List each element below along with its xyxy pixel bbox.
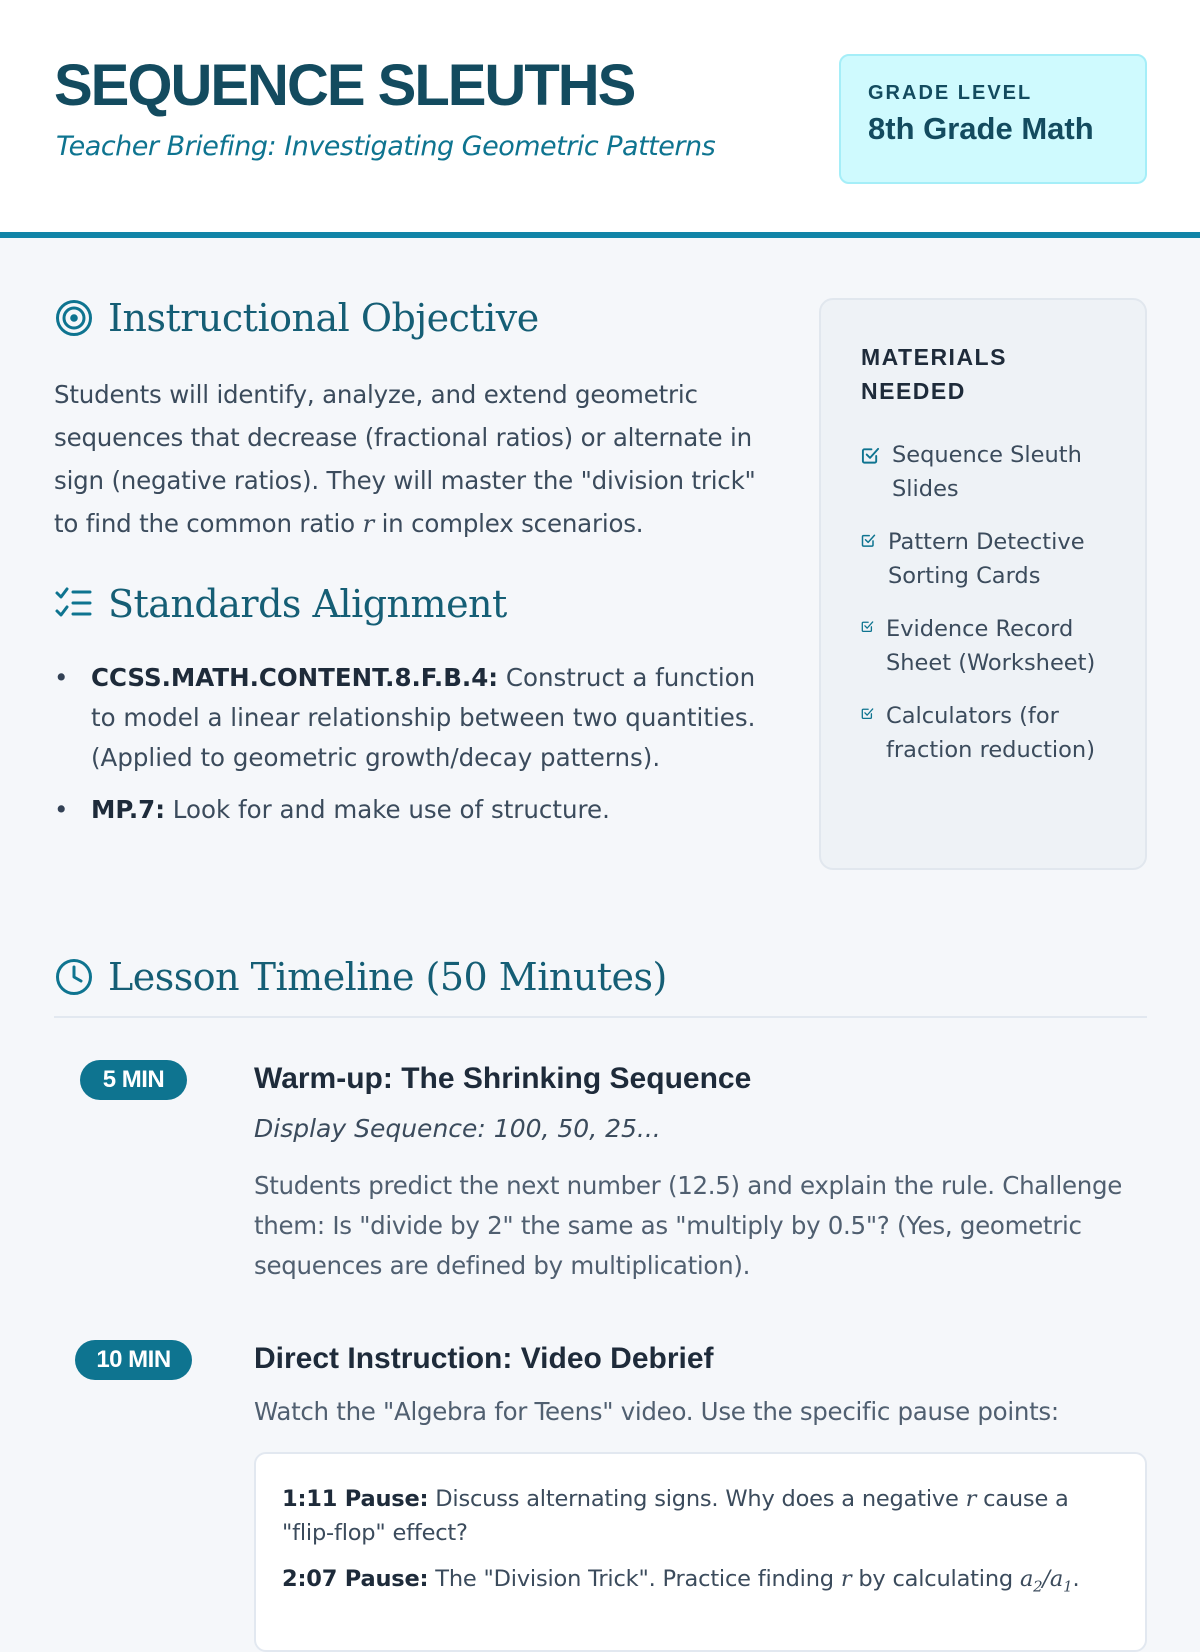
timeline-heading bbox=[54, 955, 667, 999]
pause-point bbox=[282, 1482, 1119, 1550]
materials-panel bbox=[819, 298, 1147, 870]
formula-period: . bbox=[1072, 1566, 1080, 1592]
formula bbox=[1019, 1566, 1073, 1596]
formula-subscript: 2 bbox=[1033, 1577, 1043, 1596]
standard-description: Look for and make use of structure. bbox=[172, 795, 610, 824]
material-item bbox=[861, 438, 1115, 506]
standard-item bbox=[54, 790, 774, 830]
pause-text: Discuss alternating signs. Why does a negative bbox=[435, 1486, 959, 1512]
objective-text-main: Students will identify, analyze, and extend geometric sequences that decrease (fractional ratios) or alternate in sign (negative ratios). They will master the "division trick" to find the common ratio bbox=[54, 380, 756, 538]
page-subtitle: Teacher Briefing: Investigating Geometric Patterns bbox=[56, 131, 716, 162]
pause-time: 2:07 Pause: bbox=[282, 1566, 429, 1592]
standards-heading bbox=[54, 582, 507, 626]
formula-subscript: 1 bbox=[1063, 1577, 1073, 1596]
material-label: Calculators (for fraction reduction) bbox=[886, 703, 1095, 763]
material-item bbox=[861, 612, 1115, 680]
material-label: Sequence Sleuth Slides bbox=[892, 442, 1082, 502]
standard-item bbox=[54, 658, 774, 778]
objective-heading-text: Instructional Objective bbox=[108, 296, 539, 340]
formula-var: a bbox=[1049, 1566, 1064, 1592]
standards-list bbox=[54, 658, 774, 842]
material-label: Evidence Record Sheet (Worksheet) bbox=[886, 616, 1096, 676]
pause-text: The "Division Trick". Practice finding bbox=[435, 1566, 834, 1592]
grade-level-card bbox=[839, 54, 1147, 184]
checkbox-checked-icon bbox=[861, 707, 874, 720]
materials-heading: MATERIALS NEEDED bbox=[861, 344, 1007, 404]
formula-var: a bbox=[1019, 1566, 1034, 1592]
standard-code: CCSS.MATH.CONTENT.8.F.B.4: bbox=[91, 663, 499, 692]
standard-code: MP.7: bbox=[91, 795, 165, 824]
timeline-entry-text: Watch the "Algebra for Teens" video. Use the specific pause points: bbox=[254, 1397, 1059, 1426]
clock-icon bbox=[54, 957, 94, 997]
pause-text-mid: by calculating bbox=[858, 1566, 1013, 1592]
ratio-variable: r bbox=[840, 1566, 852, 1592]
pause-time: 1:11 Pause: bbox=[282, 1486, 429, 1512]
ratio-variable: r bbox=[362, 509, 374, 538]
material-item bbox=[861, 525, 1115, 593]
grade-level-value: 8th Grade Math bbox=[868, 111, 1094, 146]
pause-text-end: cause a "flip-flop" effect? bbox=[282, 1486, 1069, 1546]
objective-heading bbox=[54, 296, 539, 340]
ratio-variable: r bbox=[965, 1486, 977, 1512]
standard-description: Construct a function to model a linear relationship between two quantities. (Applied to geometric growth/decay patterns). bbox=[91, 663, 756, 772]
timeline-entry-text: Students predict the next number (12.5) and explain the rule. Challenge them: Is "divide by 2" the same as "multiply by 0.5"? (Yes, geometric sequences are defined by multiplication). bbox=[254, 1171, 1123, 1280]
timeline-divider bbox=[54, 1016, 1147, 1018]
pause-points-box bbox=[254, 1452, 1147, 1652]
material-item bbox=[861, 699, 1115, 767]
pause-point bbox=[282, 1562, 1119, 1604]
page-header bbox=[0, 0, 1200, 238]
objective-text-end: in complex scenarios. bbox=[381, 509, 644, 538]
target-icon bbox=[54, 298, 94, 338]
grade-level-label: GRADE LEVEL bbox=[868, 82, 1033, 104]
page-title: SEQUENCE SLEUTHS bbox=[54, 53, 635, 118]
timeline-entry-note: Display Sequence: 100, 50, 25... bbox=[254, 1114, 661, 1143]
materials-list bbox=[861, 438, 1115, 767]
timeline-entry-title: Warm-up: The Shrinking Sequence bbox=[254, 1062, 752, 1095]
standards-heading-text: Standards Alignment bbox=[108, 582, 507, 626]
timeline-heading-text: Lesson Timeline (50 Minutes) bbox=[108, 955, 667, 999]
material-label: Pattern Detective Sorting Cards bbox=[888, 529, 1085, 589]
duration-badge: 10 MIN bbox=[75, 1340, 192, 1380]
duration-badge: 5 MIN bbox=[80, 1060, 187, 1100]
checkbox-checked-icon bbox=[861, 446, 880, 465]
checklist-icon bbox=[54, 584, 94, 624]
timeline-entry-title: Direct Instruction: Video Debrief bbox=[254, 1342, 714, 1375]
objective-text bbox=[54, 373, 774, 545]
formula-slash: / bbox=[1042, 1566, 1050, 1592]
checkbox-checked-icon bbox=[861, 533, 876, 548]
checkbox-checked-icon bbox=[861, 620, 874, 633]
